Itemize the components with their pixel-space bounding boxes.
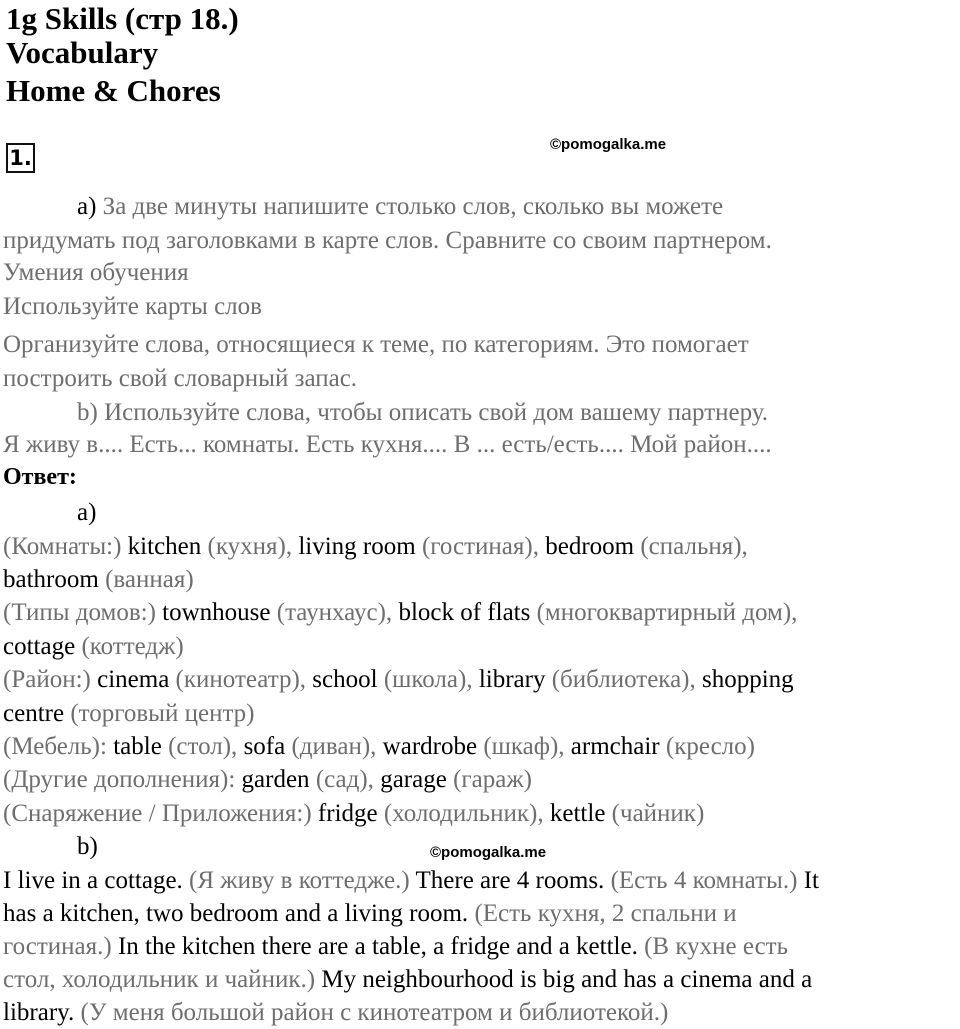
task-b-line: b) Используйте слова, чтобы описать свой дом вашему партнеру. [77,399,769,426]
answer-furniture-line: (Мебель): table (стол), sofa (диван), wardrobe (шкаф), armchair (кресло) [3,733,755,760]
answer-area-line2: centre (торговый центр) [3,700,255,727]
answer-b-line3: гостиная.) In the kitchen there are a table, a fridge and a kettle. (В кухне есть [3,933,789,960]
tip-subtitle: Используйте карты слов [3,293,262,320]
page-title: 1g Skills (стр 18.) [6,1,239,36]
tip-text-line2: построить свой словарный запас. [3,365,358,392]
topic-title: Home & Chores [6,73,221,108]
answer-rooms-line2: bathroom (ванная) [3,566,194,593]
answer-b-line4: стол, холодильник и чайник.) My neighbourhood is big and has a cinema and a [3,966,813,993]
answer-b-label: b) [77,833,98,860]
answer-a-label: a) [77,499,97,526]
answer-houses-line1: (Типы домов:) townhouse (таунхаус), block of flats (многоквартирный дом), [3,599,798,626]
watermark: ©pomogalka.me [430,844,547,861]
answer-appliances-line: (Снаряжение / Приложения:) fridge (холодильник), kettle (чайник) [3,800,705,827]
answer-houses-line2: cottage (коттедж) [3,633,184,660]
task-a-line2: придумать под заголовками в карте слов. Сравните со своим партнером. [3,227,772,254]
task-a-line [77,190,723,223]
task-b-example: Я живу в.... Есть... комнаты. Есть кухня.... В ... есть/есть.... Мой район.... [3,431,772,458]
tip-text-line1: Организуйте слова, относящиеся к теме, по категориям. Это помогает [3,331,749,358]
task-a-text: За две минуты напишите столько слов, сколько вы можете [102,193,724,220]
section-title: Vocabulary [6,35,159,70]
answer-b-line5: library. (У меня большой район с кинотеатром и библиотекой.) [3,999,669,1026]
answer-area-line1: (Район:) cinema (кинотеатр), school (школа), library (библиотека), shopping [3,666,794,693]
answer-label: Ответ: [3,464,77,490]
tip-title: Умения обучения [3,259,189,286]
exercise-number-box: 1. [6,143,35,173]
watermark: ©pomogalka.me [550,136,667,153]
answer-rooms-line1: (Комнаты:) kitchen (кухня), living room (гостиная), bedroom (спальня), [3,533,748,560]
answer-b-line1: I live in a cottage. (Я живу в коттедже.) There are 4 rooms. (Есть 4 комнаты.) It [3,867,819,894]
task-a-label: a) [77,193,103,220]
answer-extras-line: (Другие дополнения): garden (сад), garage (гараж) [3,766,532,793]
answer-b-line2: has a kitchen, two bedroom and a living room. (Есть кухня, 2 спальни и [3,900,737,927]
